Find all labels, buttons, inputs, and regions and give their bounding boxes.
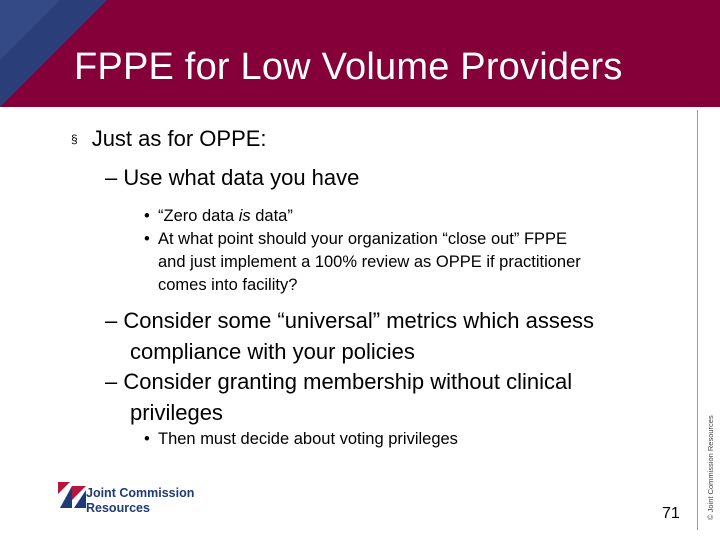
bullet-level2-group-bc (105, 306, 594, 428)
title-bar (0, 0, 720, 107)
jcr-logo-icon (58, 482, 86, 508)
bullet-level3-group-a (144, 205, 581, 297)
bullet-level3-close-out (144, 228, 581, 251)
close-out-line3: comes into facility? (158, 276, 298, 294)
membership-line1: – Consider granting membership without clinical (105, 369, 573, 394)
zero-data-emphasis: is (238, 207, 251, 225)
section-bullet-icon: § (71, 132, 78, 146)
page-number: 71 (662, 505, 680, 522)
dot-bullet-icon: • (144, 207, 150, 225)
logo-line2: Resources (86, 501, 150, 515)
logo-line1: Joint Commission (86, 486, 195, 500)
copyright-notice: © Joint Commission Resources (706, 415, 715, 520)
zero-data-post: data” (250, 207, 293, 225)
voting-text: Then must decide about voting privileges (158, 430, 458, 448)
bullet-level1 (71, 128, 267, 150)
universal-metrics-line2: compliance with your policies (130, 338, 415, 364)
universal-metrics-line1: – Consider some “universal” metrics which assess (105, 308, 595, 333)
bullet-level3-zero-data (144, 205, 581, 228)
dot-bullet-icon: • (144, 430, 150, 448)
header-corner-accent-light (0, 0, 60, 60)
bullet-level2-use-data: – Use what data you have (105, 165, 360, 190)
close-out-line1: At what point should your organization “close out” FPPE (158, 230, 568, 248)
close-out-line2: and just implement a 100% review as OPPE if practitioner (158, 253, 581, 271)
dot-bullet-icon: • (144, 230, 150, 248)
zero-data-pre: “Zero data (158, 207, 239, 225)
right-divider (697, 110, 698, 530)
bullet-level1-text: Just as for OPPE: (91, 126, 267, 151)
bullet-level3-voting (144, 431, 458, 448)
membership-line2: privileges (130, 399, 223, 425)
slide-title: FPPE for Low Volume Providers (74, 46, 623, 88)
